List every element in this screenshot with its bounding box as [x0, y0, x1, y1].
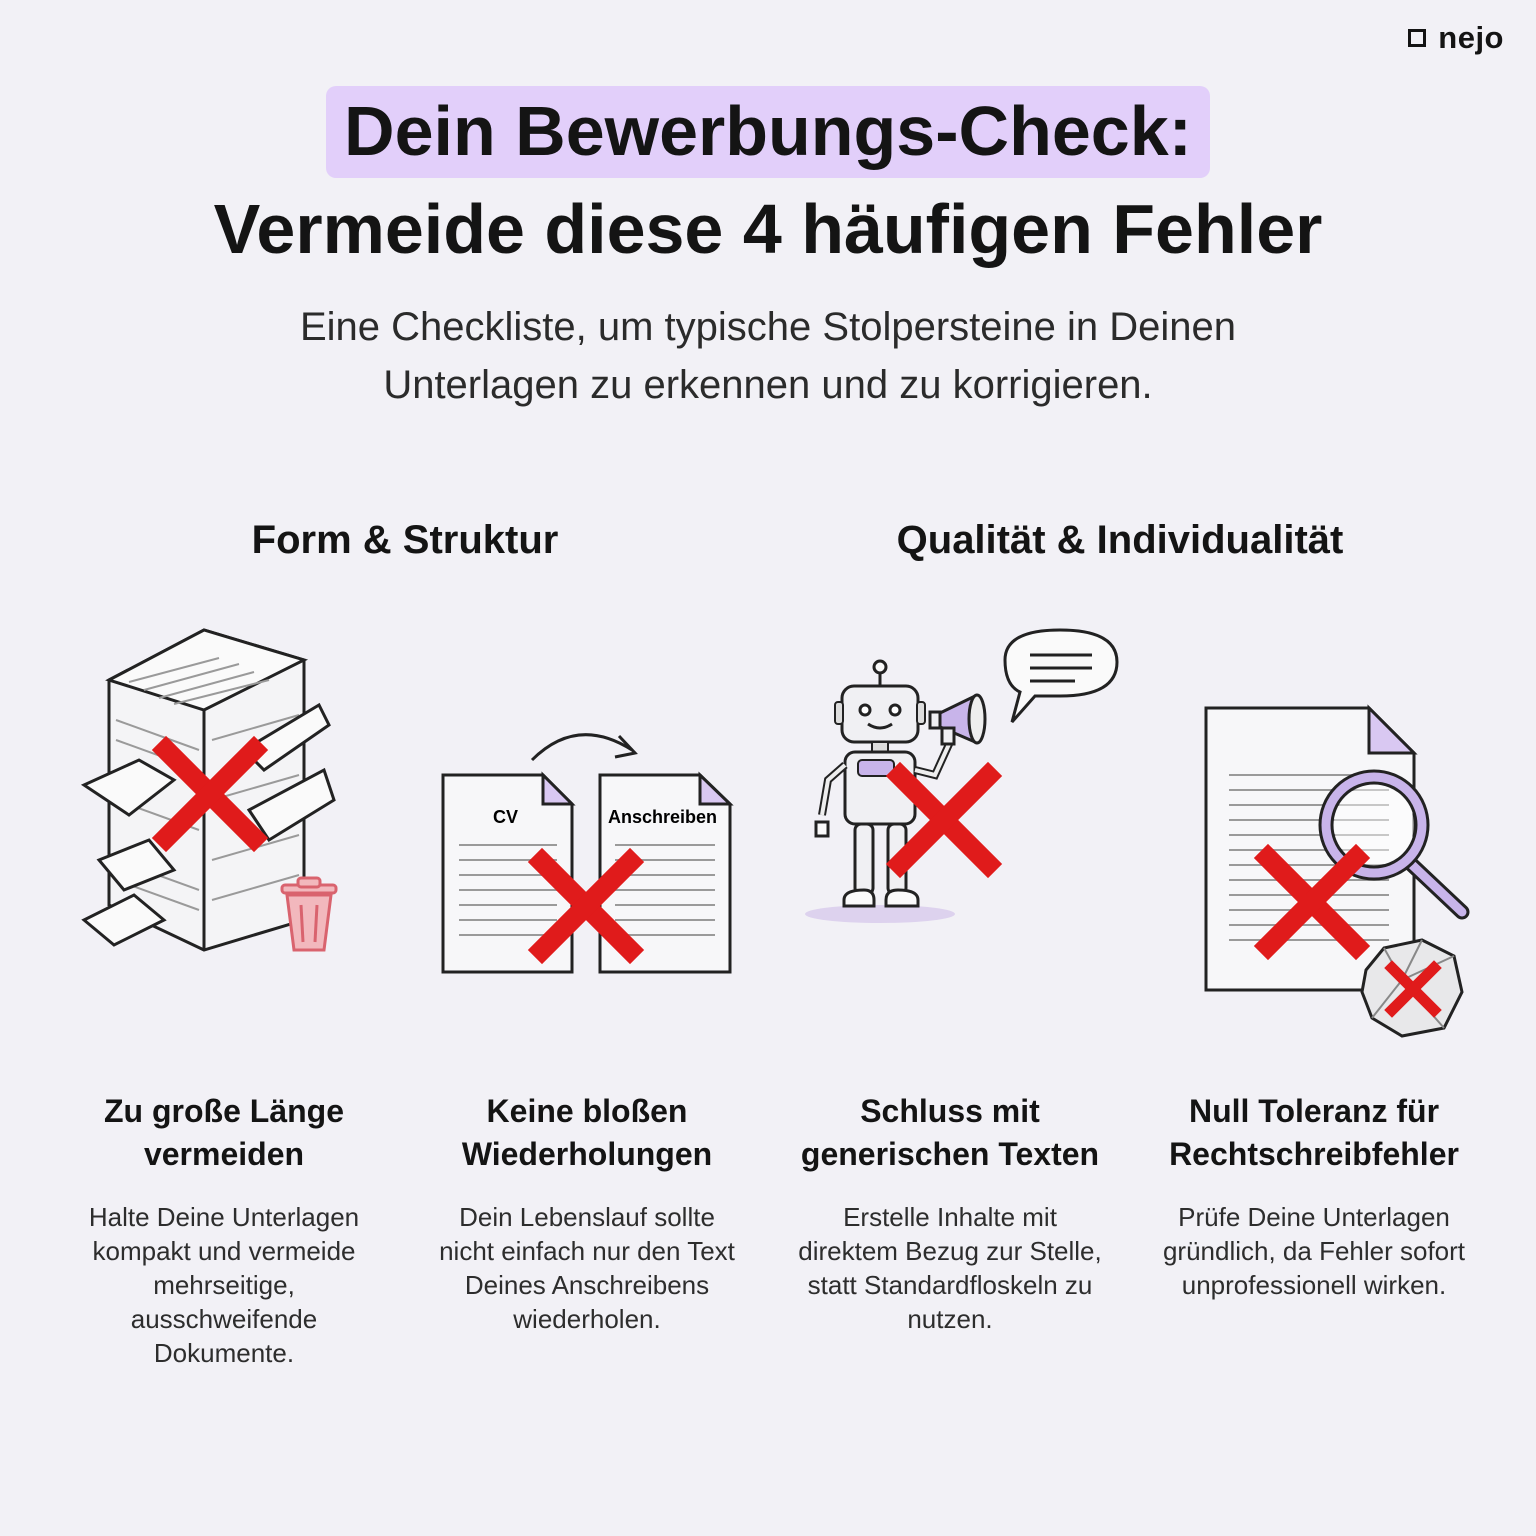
megaphone-icon — [930, 695, 985, 744]
title-line-2: Vermeide diese 4 häufigen Fehler — [213, 190, 1323, 268]
card-title: Null Toleranz für Rechtschreibfehler — [1169, 1093, 1459, 1172]
card-description: Dein Lebenslauf sollte nicht einfach nur den Text Deines Anschreibens wiederholen. — [439, 1202, 735, 1334]
robot-megaphone-icon — [780, 600, 1120, 1060]
subtitle-line-1: Eine Checkliste, um typische Stolpersteine in Deinen — [299, 305, 1237, 349]
page-title — [0, 86, 1536, 270]
document-magnifier-icon — [1144, 600, 1484, 1060]
brand-name: nejo — [1438, 20, 1504, 55]
card-description: Prüfe Deine Unterlagen gründlich, da Fehler sofort unprofessionell wirken. — [1162, 1202, 1466, 1300]
card-wiederholungen — [417, 600, 757, 1334]
subtitle-line-2: Unterlagen zu erkennen und zu korrigieren. — [383, 363, 1153, 407]
card-title: Schluss mit generischen Texten — [800, 1093, 1100, 1172]
title-line-1: Dein Bewerbungs-Check: — [326, 86, 1210, 178]
crumpled-paper-icon — [1362, 940, 1462, 1036]
cv-cover-letter-icon — [417, 600, 757, 1060]
group-label-qualitaet: Qualität & Individualität — [896, 518, 1344, 562]
card-generisch — [780, 600, 1120, 1334]
card-description: Erstelle Inhalte mit direktem Bezug zur Stelle, statt Standardfloskeln zu nutzen. — [798, 1202, 1102, 1334]
subtitle — [0, 298, 1536, 414]
card-title: Zu große Länge vermeiden — [104, 1093, 344, 1172]
doc-label-anschreiben: Anschreiben — [608, 807, 718, 827]
brand-logo — [1408, 20, 1504, 56]
group-label-form-struktur: Form & Struktur — [251, 518, 559, 562]
trash-icon — [282, 878, 336, 950]
card-description: Halte Deine Unterlagen kompakt und vermeide mehrseitige, ausschweifende Dokumente. — [88, 1202, 360, 1368]
doc-label-cv: CV — [493, 807, 519, 827]
document-stack-trash-icon — [54, 600, 394, 1060]
square-logo-icon — [1408, 29, 1426, 47]
card-title: Keine bloßen Wiederholungen — [461, 1093, 713, 1172]
card-rechtschreibung — [1144, 600, 1484, 1300]
card-laenge — [54, 600, 394, 1368]
